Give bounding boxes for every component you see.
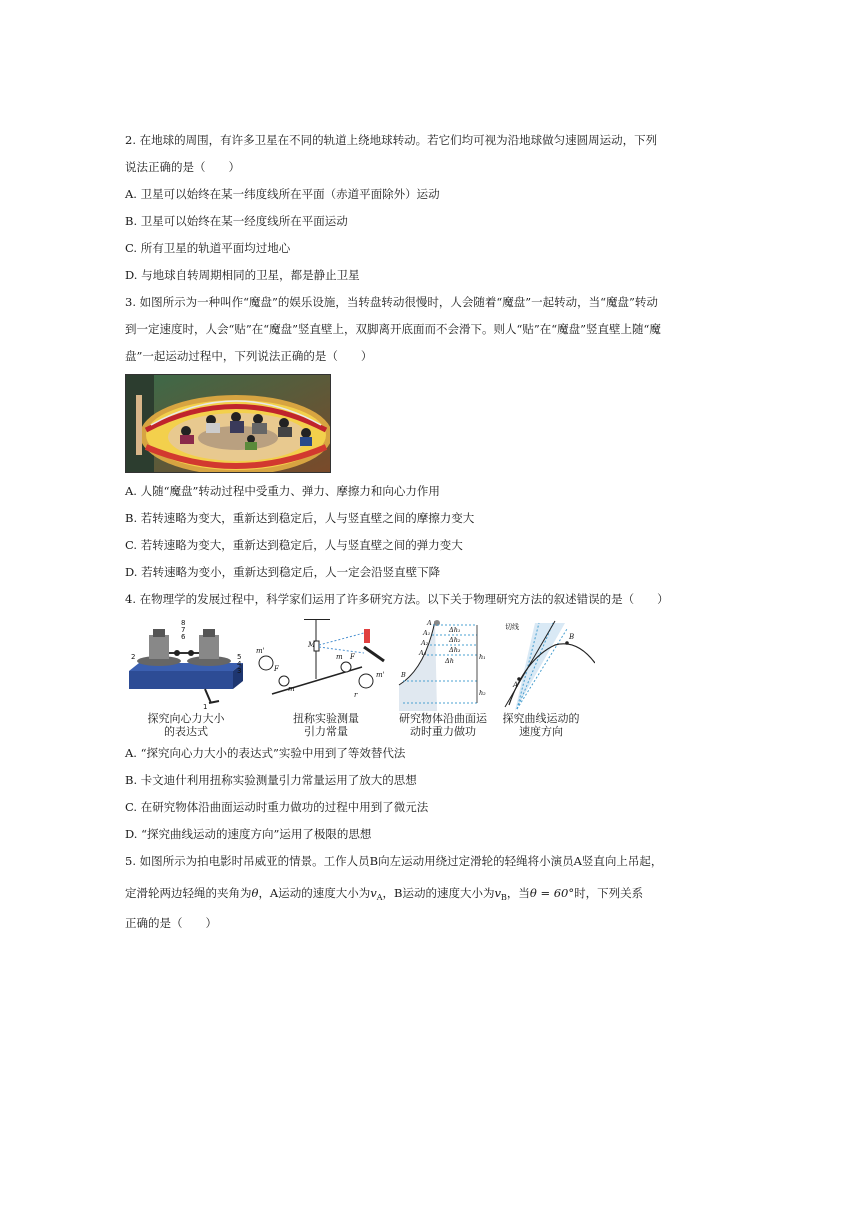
fig3-caption-line2: 动时重力做功 <box>410 725 476 738</box>
q5-va-symbol <box>370 886 382 900</box>
curved-surface-figure <box>397 619 489 714</box>
fig3-caption-line1: 研究物体沿曲面运 <box>399 712 487 725</box>
fig3-label-A3: A₃ <box>419 649 427 657</box>
q3-option-b: B. 若转速略为变大，重新达到稳定后，人与竖直壁之间的摩擦力变大 <box>125 511 475 525</box>
fig1-caption-line2: 的表达式 <box>164 725 208 738</box>
fig2-caption-line2: 引力常量 <box>304 725 348 738</box>
fig3-label-dh3: Δh₃ <box>449 646 461 654</box>
q2-option-a: A. 卫星可以始终在某一纬度线所在平面（赤道平面除外）运动 <box>125 187 440 201</box>
fig3-label-B: B <box>401 671 406 679</box>
fig3-caption <box>388 712 498 738</box>
q5-text-speed-b-intro: ，B运动的速度大小为 <box>382 886 495 900</box>
fig4-caption-line1: 探究曲线运动的 <box>502 712 580 725</box>
q2-stem-line1: 2. 在地球的周围，有许多卫星在不同的轨道上绕地球转动。若它们均可视为沿地球做匀速圆周运动，下列 <box>125 133 658 147</box>
fig3-label-h1: h₁ <box>479 653 486 661</box>
fig2-label-F-right: F <box>350 653 355 661</box>
fig1-label-6: 6 <box>181 633 186 641</box>
centripetal-apparatus-drawing <box>125 619 247 711</box>
q5-va-subscript: A <box>376 893 383 902</box>
q5-text-when: ，当 <box>506 886 530 900</box>
fig1-label-7: 7 <box>181 626 186 634</box>
centripetal-apparatus-figure <box>125 619 247 714</box>
q2-stem-line2: 说法正确的是（ ） <box>125 160 240 174</box>
magic-disc-photo <box>125 374 331 473</box>
q3-stem-line1: 3. 如图所示为一种叫作“魔盘”的娱乐设施，当转盘转动很慢时，人会随着“魔盘”一起转动，当“魔盘”转动 <box>125 295 658 309</box>
fig2-caption-line1: 扭称实验测量 <box>293 712 359 725</box>
q5-condition: θ = 60° <box>529 886 575 900</box>
magic-disc-illustration <box>126 375 330 472</box>
q5-text-angle-intro: 定滑轮两边轻绳的夹角为 <box>125 886 252 900</box>
fig3-label-A2: A₂ <box>421 639 429 647</box>
q3-option-a: A. 人随“魔盘”转动过程中受重力、弹力、摩擦力和向心力作用 <box>125 484 440 498</box>
tangent-direction-figure <box>495 619 595 714</box>
q3-option-d: D. 若转速略为变小，重新达到稳定后，人一定会沿竖直壁下降 <box>125 565 441 579</box>
fig2-caption <box>258 712 394 738</box>
fig2-label-m-prime-right: m' <box>376 671 385 679</box>
fig4-label-B: B <box>569 633 575 641</box>
fig4-label-A: A <box>513 681 519 689</box>
fig3-label-A: A <box>427 619 432 627</box>
q3-stem-line3: 盘”一起运动过程中，下列说法正确的是（ ） <box>125 349 373 363</box>
q2-option-b: B. 卫星可以始终在某一经度线所在平面运动 <box>125 214 348 228</box>
q5-va-v: v <box>370 886 377 900</box>
fig1-label-8: 8 <box>181 619 186 627</box>
q3-stem-line2: 到一定速度时，人会“贴”在“魔盘”竖直壁上，双脚离开底面而不会滑下。则人“贴”在“魔盘”竖直壁上随“魔 <box>125 322 661 336</box>
q4-stem: 4. 在物理学的发展过程中，科学家们运用了许多研究方法。以下关于物理研究方法的叙述错误的是（ ） <box>125 592 669 606</box>
q5-text-relation: 时，下列关系 <box>574 886 644 900</box>
fig3-label-dh2: Δh₂ <box>449 636 461 644</box>
fig2-label-m-prime-left: m' <box>256 647 265 655</box>
q2-option-c: C. 所有卫星的轨道平面均过地心 <box>125 241 291 255</box>
fig4-caption-line2: 速度方向 <box>519 725 563 738</box>
q3-option-c: C. 若转速略为变大，重新达到稳定后，人与竖直壁之间的弹力变大 <box>125 538 463 552</box>
fig1-label-2: 2 <box>131 653 136 661</box>
tangent-direction-drawing <box>495 619 595 711</box>
q4-option-b: B. 卡文迪什利用扭称实验测量引力常量运用了放大的思想 <box>125 773 417 787</box>
fig3-label-dh1: Δh₁ <box>449 626 461 634</box>
fig2-label-m-right: m <box>336 653 343 661</box>
fig1-label-5: 5 <box>237 653 242 661</box>
fig2-label-F-left: F <box>274 665 279 673</box>
fig3-label-h2: h₂ <box>479 689 486 697</box>
q5-stem-line2 <box>125 885 643 903</box>
curved-surface-drawing <box>397 619 489 711</box>
fig4-label-tangent: 切线 <box>505 623 519 631</box>
q5-vb-symbol <box>494 886 506 900</box>
q4-option-d: D. “探究曲线运动的速度方向”运用了极限的思想 <box>125 827 372 841</box>
fig1-label-3: 3 <box>237 667 242 675</box>
fig1-label-1: 1 <box>203 703 208 711</box>
fig3-label-A1: A₁ <box>423 629 431 637</box>
fig2-label-m-left: m <box>288 685 295 693</box>
q5-vb-subscript: B <box>500 893 507 902</box>
q5-vb-v: v <box>494 886 501 900</box>
q4-option-c: C. 在研究物体沿曲面运动时重力做功的过程中用到了微元法 <box>125 800 429 814</box>
q5-text-speed-a-intro: ，A运动的速度大小为 <box>258 886 371 900</box>
fig2-label-r: r <box>354 691 358 699</box>
torsion-balance-drawing <box>252 619 390 711</box>
q5-stem-line1: 5. 如图所示为拍电影时吊威亚的情景。工作人员B向左运动用绕过定滑轮的轻绳将小演员A竖直向上吊起， <box>125 854 663 868</box>
fig4-caption <box>496 712 586 738</box>
fig3-label-dh: Δh <box>445 657 454 665</box>
fig1-caption-line1: 探究向心力大小 <box>147 712 225 725</box>
fig1-label-4: 4 <box>237 660 242 668</box>
q5-theta-symbol: θ <box>251 886 259 900</box>
q2-option-d: D. 与地球自转周期相同的卫星，都是静止卫星 <box>125 268 360 282</box>
fig1-caption <box>125 712 247 738</box>
fig2-label-M: M <box>308 641 316 649</box>
torsion-balance-figure <box>252 619 390 714</box>
q4-option-a: A. “探究向心力大小的表达式”实验中用到了等效替代法 <box>125 746 406 760</box>
q5-stem-line3: 正确的是（ ） <box>125 916 217 930</box>
